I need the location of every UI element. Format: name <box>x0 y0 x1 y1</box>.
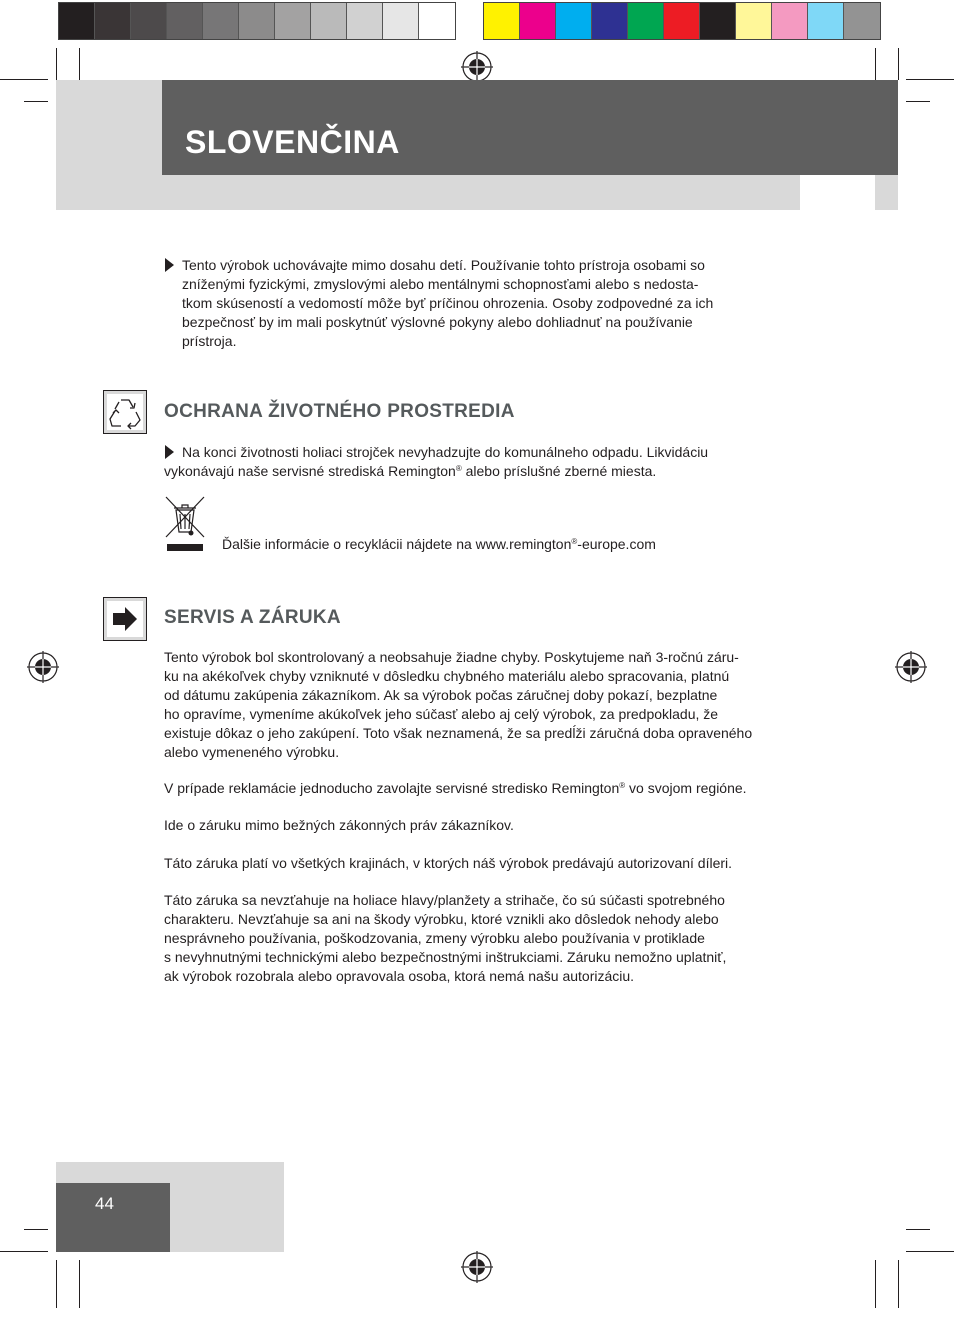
registration-mark-icon <box>461 1251 493 1283</box>
recycle-icon-box <box>103 390 147 434</box>
recycling-info-line <box>222 535 656 554</box>
arrow-right-icon <box>107 601 143 637</box>
text-line: tkom skúseností a vedomostí môže byť príčinou ohrozenia. Osoby zodpovedné za ich <box>182 295 714 311</box>
intro-paragraph <box>182 256 713 351</box>
text-line: bezpečnosť by im mali poskytnúť výslovné pokyny alebo dohliadnuť na používanie <box>182 314 693 330</box>
crop-mark <box>24 1229 48 1230</box>
process-color-swatch <box>592 3 628 39</box>
text-line: existuje dôkaz o jeho zakúpení. Toto však neznamená, že sa predĺži záručná doba opraveného <box>164 725 753 741</box>
crop-mark <box>56 1260 57 1308</box>
grayscale-swatch <box>203 3 239 39</box>
info-text-part: -europe.com <box>577 536 656 552</box>
text-line: Táto záruka sa nevzťahuje na holiace hlavy/planžety a strihače, čo sú súčasti spotrebného <box>164 892 725 908</box>
text-line: Tento výrobok uchovávajte mimo dosahu detí. Používanie tohto prístroja osobami so <box>182 257 705 273</box>
env-text-part: vykonávajú naše servisné strediská Remington <box>164 463 456 479</box>
text-line: charakteru. Nevzťahuje sa ani na škody výrobku, ktoré vznikli ako dôsledok nehody alebo <box>164 911 719 927</box>
crop-mark <box>875 48 876 80</box>
section-heading-service: SERVIS A ZÁRUKA <box>164 607 341 628</box>
process-color-swatch <box>664 3 700 39</box>
env-text-line-2 <box>164 462 656 481</box>
registered-mark: ® <box>571 537 578 546</box>
service-paragraph-1 <box>164 648 752 762</box>
process-color-swatch <box>628 3 664 39</box>
grayscale-color-bar <box>58 2 456 40</box>
registered-mark: ® <box>455 464 462 473</box>
text-line: s nevyhnutnými technickými alebo bezpečnostnými inštrukciami. Záruku nemožno uplatniť, <box>164 949 727 965</box>
service-paragraph-4: Táto záruka platí vo všetkých krajinách, v ktorých náš výrobok predávajú autorizovaní díleri. <box>164 855 733 871</box>
grayscale-swatch <box>311 3 347 39</box>
crop-mark <box>898 1260 899 1308</box>
process-color-bar <box>483 2 881 40</box>
grayscale-swatch <box>275 3 311 39</box>
page-number: 44 <box>95 1194 114 1213</box>
text-line: alebo vymeneného výrobku. <box>164 744 340 760</box>
grayscale-swatch <box>347 3 383 39</box>
grayscale-swatch <box>383 3 419 39</box>
process-color-swatch <box>736 3 772 39</box>
section-heading-environment: OCHRANA ŽIVOTNÉHO PROSTREDIA <box>164 401 515 422</box>
crop-mark <box>906 1229 930 1230</box>
text-line: ak výrobok rozobrala alebo opravovala osoba, ktorá nemá našu autorizáciu. <box>164 968 635 984</box>
process-color-swatch <box>808 3 844 39</box>
process-color-swatch <box>484 3 520 39</box>
service-paragraph-3: Ide o záruku mimo bežných zákonných práv zákazníkov. <box>164 817 514 833</box>
page-title: SLOVENČINA <box>185 124 400 160</box>
crop-mark <box>79 1260 80 1308</box>
text-line: Tento výrobok bol skontrolovaný a neobsahuje žiadne chyby. Poskytujeme naň 3-ročnú záru- <box>164 649 739 665</box>
p2-text-part: V prípade reklamácie jednoducho zavolajte servisné stredisko Remington <box>164 780 620 796</box>
grayscale-swatch <box>95 3 131 39</box>
crop-mark <box>906 101 930 102</box>
grayscale-swatch <box>131 3 167 39</box>
process-color-swatch <box>844 3 880 39</box>
grayscale-swatch <box>59 3 95 39</box>
registration-mark-icon <box>461 51 493 83</box>
bullet-arrow-icon <box>165 258 174 272</box>
registered-mark: ® <box>619 781 626 790</box>
grayscale-swatch <box>239 3 275 39</box>
crop-mark <box>0 1251 48 1252</box>
service-paragraph-2 <box>164 779 747 798</box>
grayscale-swatch <box>419 3 455 39</box>
process-color-swatch <box>700 3 736 39</box>
crop-mark <box>906 1251 954 1252</box>
crop-mark <box>875 1260 876 1308</box>
process-color-swatch <box>772 3 808 39</box>
text-line: nesprávneho používania, poškodzovania, zmeny výrobku alebo používania v protiklade <box>164 930 705 946</box>
crossed-out-bin-icon <box>163 494 207 554</box>
crop-mark <box>0 79 48 80</box>
text-line: zníženými fyzickými, zmyslovými alebo mentálnymi schopnosťami alebo s nedosta- <box>182 276 699 292</box>
crop-mark <box>906 79 954 80</box>
text-line: ku na akékoľvek chyby vzniknuté v dôsledku chybného materiálu alebo spracovania, platnú <box>164 668 730 684</box>
process-color-swatch <box>556 3 592 39</box>
p2-text-part: vo svojom regióne. <box>625 780 747 796</box>
crop-mark <box>79 48 80 80</box>
process-color-swatch <box>520 3 556 39</box>
info-text-part: Ďalšie informácie o recyklácii nájdete na www.remington <box>222 536 572 552</box>
crop-mark <box>898 48 899 80</box>
registration-mark-icon <box>27 651 59 683</box>
env-text-line-1: Na konci životnosti holiaci strojček nevyhadzujte do komunálneho odpadu. Likvidáciu <box>182 444 709 460</box>
recycle-icon <box>107 394 143 430</box>
text-line: od dátumu zakúpenia zákazníkom. Ak sa výrobok počas záručnej doby pokazí, bezplatne <box>164 687 718 703</box>
registration-mark-icon <box>895 651 927 683</box>
service-paragraph-5 <box>164 891 726 986</box>
env-text-part: alebo príslušné zberné miesta. <box>461 463 657 479</box>
text-line: prístroja. <box>182 333 237 349</box>
crop-mark <box>56 48 57 80</box>
crop-mark <box>24 101 48 102</box>
text-line: ho opravíme, vymeníme akúkoľvek jeho súčasť alebo aj celý výrobok, za predpokladu, že <box>164 706 719 722</box>
grayscale-swatch <box>167 3 203 39</box>
arrow-icon-box <box>103 597 147 641</box>
bullet-arrow-icon <box>165 445 174 459</box>
